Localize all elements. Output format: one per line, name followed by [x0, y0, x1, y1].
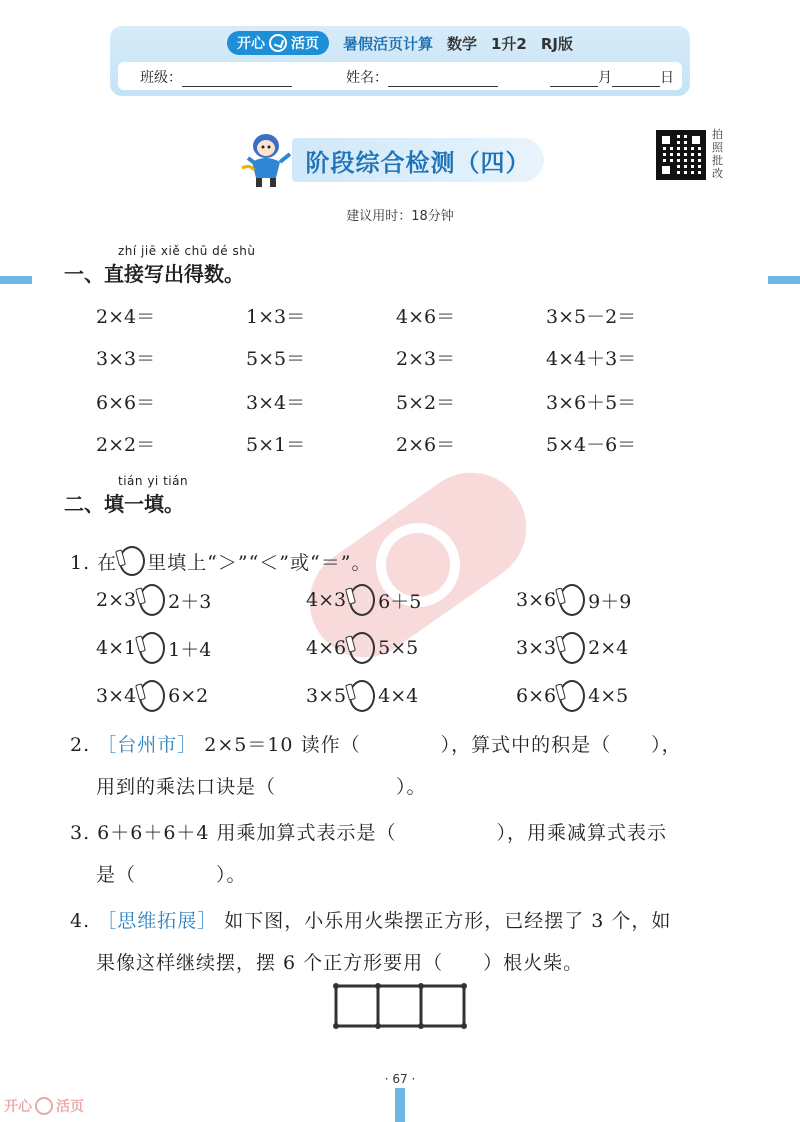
q2-tag: ［台州市］	[97, 734, 198, 756]
left-side-tab	[0, 276, 32, 284]
q4-tag: ［思维拓展］	[97, 910, 218, 932]
footer-logo-left: 开心	[4, 1099, 32, 1115]
compare-right: 2＋3	[168, 590, 212, 613]
compare-circle[interactable]	[349, 680, 375, 712]
class-field[interactable]	[140, 67, 292, 87]
mascot-icon	[236, 128, 294, 190]
name-label: 姓名：	[346, 70, 388, 86]
compare-left: 6×6	[516, 685, 557, 707]
page-title: 阶段综合检测（四）	[292, 138, 544, 182]
compare-item	[306, 680, 418, 712]
logo-circle-icon	[269, 34, 287, 52]
calc-item[interactable]: 5×4－6＝	[546, 434, 637, 456]
grade: 1升2	[491, 34, 527, 53]
q2-number: 2.	[70, 734, 91, 756]
compare-item	[306, 584, 421, 616]
calc-item[interactable]: 5×1＝	[246, 434, 306, 456]
compare-right: 4×4	[378, 685, 419, 707]
student-info-line	[118, 62, 682, 90]
q4-number: 4.	[70, 910, 91, 932]
section2-title: 二、填一填。	[64, 492, 184, 516]
q1-prefix: 1. 在	[70, 551, 118, 574]
matchstick-figure	[328, 980, 472, 1032]
time-hint: 建议用时：18分钟	[346, 209, 454, 224]
month-label: 月	[598, 70, 612, 86]
qr-caption: 拍照批改	[712, 128, 723, 180]
compare-left: 2×3	[96, 589, 137, 611]
section1-pinyin: zhí jiē xiě chū dé shù	[118, 244, 256, 258]
section1-title: 一、直接写出得数。	[64, 262, 244, 286]
calc-item[interactable]: 2×3＝	[396, 348, 456, 370]
compare-item	[96, 632, 211, 664]
compare-item	[516, 632, 628, 664]
date-field[interactable]	[550, 67, 674, 87]
compare-circle[interactable]	[139, 632, 165, 664]
logo-text-left: 开心	[236, 36, 265, 52]
compare-right: 4×5	[588, 685, 629, 707]
q4-line1[interactable]	[70, 906, 671, 933]
calc-item[interactable]: 3×6＋5＝	[546, 392, 637, 414]
brand-logo	[227, 31, 329, 55]
footer-logo	[4, 1096, 84, 1116]
name-blank[interactable]	[388, 71, 498, 87]
qr-corner	[689, 133, 703, 147]
month-blank[interactable]	[550, 71, 598, 87]
day-blank[interactable]	[612, 71, 660, 87]
q4-text: 如下图，小乐用火柴摆正方形，已经摆了 3 个，如	[224, 910, 672, 932]
qr-corner	[659, 133, 673, 147]
compare-item	[96, 680, 208, 712]
calc-item[interactable]: 4×4＋3＝	[546, 348, 637, 370]
compare-right: 9＋9	[588, 590, 632, 613]
compare-left: 3×5	[306, 685, 347, 707]
compare-item	[96, 584, 211, 616]
calc-item[interactable]: 6×6＝	[96, 392, 156, 414]
compare-left: 3×6	[516, 589, 557, 611]
compare-right: 6＋5	[378, 590, 422, 613]
q4-line2[interactable]: 果像这样继续摆，摆 6 个正方形要用（ ）根火柴。	[96, 952, 584, 974]
footer-logo-circle-icon	[35, 1097, 53, 1115]
compare-circle[interactable]	[349, 632, 375, 664]
compare-item	[516, 584, 631, 616]
compare-circle[interactable]	[139, 680, 165, 712]
header-band	[110, 26, 690, 96]
calc-item[interactable]: 3×5－2＝	[546, 306, 637, 328]
compare-left: 4×6	[306, 637, 347, 659]
series-name: 暑假活页计算	[342, 34, 433, 53]
page-bar	[395, 1088, 405, 1122]
answer-circle-icon	[119, 546, 145, 576]
calc-item[interactable]: 2×6＝	[396, 434, 456, 456]
calc-item[interactable]: 3×3＝	[96, 348, 156, 370]
qr-code-icon[interactable]	[656, 130, 706, 180]
compare-left: 3×4	[96, 685, 137, 707]
compare-item	[516, 680, 628, 712]
calc-item[interactable]: 5×5＝	[246, 348, 306, 370]
q2-line2[interactable]: 用到的乘法口诀是（ ）。	[96, 776, 427, 798]
right-side-tab	[768, 276, 800, 284]
calc-item[interactable]: 3×4＝	[246, 392, 306, 414]
page-number: · 67 ·	[384, 1072, 416, 1086]
footer-logo-right: 活页	[56, 1099, 84, 1115]
class-blank[interactable]	[182, 71, 292, 87]
compare-right: 1＋4	[168, 638, 212, 661]
compare-right: 5×5	[378, 637, 419, 659]
compare-item	[306, 632, 418, 664]
edition: RJ版	[540, 34, 574, 53]
compare-circle[interactable]	[559, 680, 585, 712]
compare-left: 4×1	[96, 637, 137, 659]
compare-circle[interactable]	[349, 584, 375, 616]
calc-item[interactable]: 1×3＝	[246, 306, 306, 328]
logo-text-right: 活页	[290, 36, 319, 52]
q3-line1[interactable]: 3. 6＋6＋6＋4 用乘加算式表示是（ ），用乘减算式表示	[70, 822, 668, 844]
calc-item[interactable]: 2×4＝	[96, 306, 156, 328]
q2-text: 2×5＝10 读作（ ），算式中的积是（ ），	[204, 734, 682, 756]
calc-item[interactable]: 5×2＝	[396, 392, 456, 414]
subject: 数学	[446, 34, 477, 53]
q1-suffix: 里填上“＞”“＜”或“＝”。	[147, 551, 372, 574]
q1-instruction	[70, 546, 371, 576]
qr-corner	[659, 163, 673, 177]
q3-line2[interactable]: 是（ ）。	[96, 864, 247, 886]
day-label: 日	[660, 70, 674, 86]
calc-item[interactable]: 4×6＝	[396, 306, 456, 328]
compare-right: 2×4	[588, 637, 629, 659]
compare-left: 4×3	[306, 589, 347, 611]
calc-item[interactable]: 2×2＝	[96, 434, 156, 456]
q2-line1[interactable]	[70, 730, 682, 757]
compare-left: 3×3	[516, 637, 557, 659]
compare-circle[interactable]	[559, 584, 585, 616]
section2-pinyin: tián yi tián	[118, 474, 189, 488]
compare-circle[interactable]	[139, 584, 165, 616]
name-field[interactable]	[346, 67, 498, 87]
brand-line	[110, 26, 690, 60]
class-label: 班级：	[140, 70, 182, 86]
compare-right: 6×2	[168, 685, 209, 707]
compare-circle[interactable]	[559, 632, 585, 664]
